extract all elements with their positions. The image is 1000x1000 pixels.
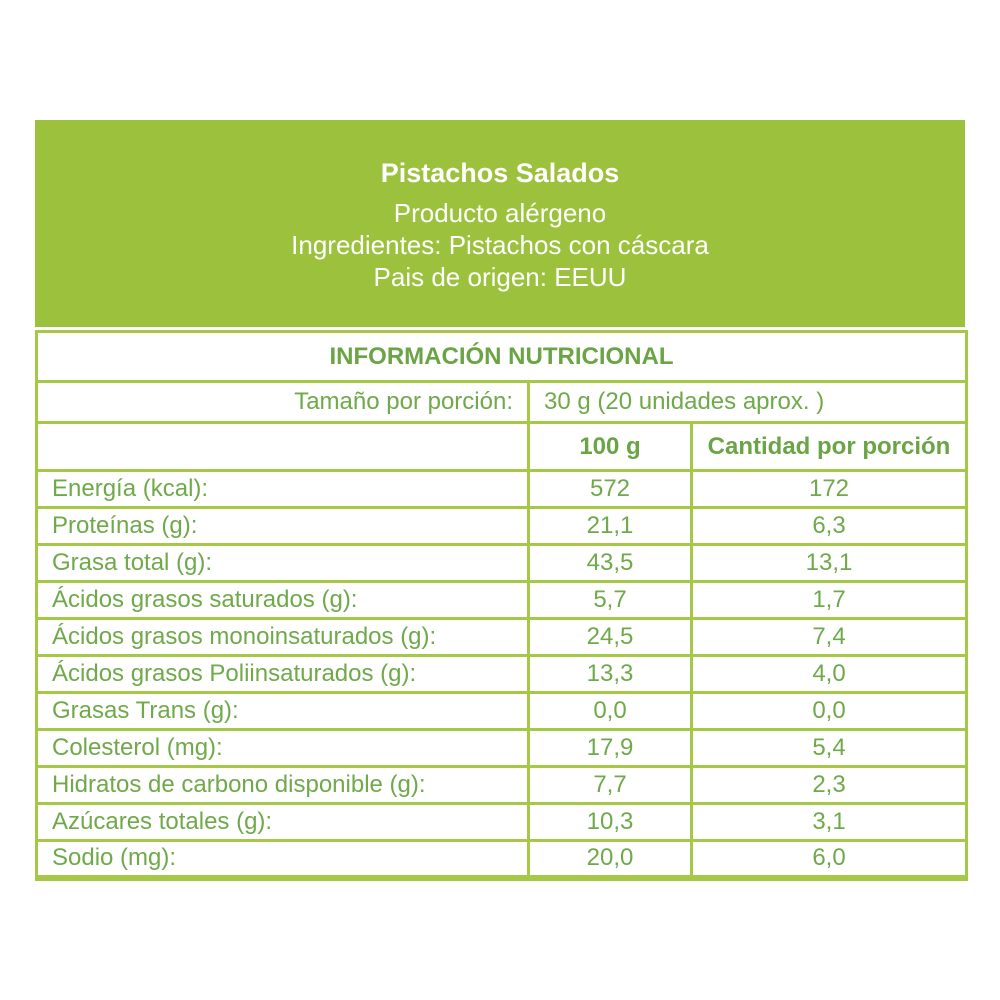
product-header xyxy=(35,120,965,327)
product-ingredients-line: Ingredientes: Pistachos con cáscara xyxy=(291,230,709,260)
row-portion: 4,0 xyxy=(692,656,967,693)
table-row-sodio xyxy=(37,841,967,878)
row-portion: 2,3 xyxy=(692,767,967,804)
row-per100: 20,0 xyxy=(529,841,692,878)
table-row-hidratos xyxy=(37,767,967,804)
table-row-poliinsaturados xyxy=(37,656,967,693)
row-per100: 21,1 xyxy=(529,508,692,545)
row-label: Ácidos grasos monoinsaturados (g): xyxy=(37,619,529,656)
row-label: Colesterol (mg): xyxy=(37,730,529,767)
row-per100: 572 xyxy=(529,471,692,508)
row-label: Ácidos grasos saturados (g): xyxy=(37,582,529,619)
row-label: Grasa total (g): xyxy=(37,545,529,582)
row-per100: 43,5 xyxy=(529,545,692,582)
row-portion: 7,4 xyxy=(692,619,967,656)
row-portion: 3,1 xyxy=(692,804,967,841)
row-per100: 10,3 xyxy=(529,804,692,841)
table-row-grasos-saturados xyxy=(37,582,967,619)
row-label: Azúcares totales (g): xyxy=(37,804,529,841)
table-title: INFORMACIÓN NUTRICIONAL xyxy=(37,332,967,382)
serving-size-row xyxy=(37,382,967,423)
row-per100: 7,7 xyxy=(529,767,692,804)
row-per100: 17,9 xyxy=(529,730,692,767)
column-header-portion: Cantidad por porción xyxy=(692,423,967,471)
row-label: Proteínas (g): xyxy=(37,508,529,545)
table-title-row xyxy=(37,332,967,382)
table-row-proteinas xyxy=(37,508,967,545)
row-portion: 6,0 xyxy=(692,841,967,878)
row-per100: 13,3 xyxy=(529,656,692,693)
column-header-blank xyxy=(37,423,529,471)
row-per100: 0,0 xyxy=(529,693,692,730)
product-origin-line: Pais de origen: EEUU xyxy=(373,262,627,292)
row-per100: 24,5 xyxy=(529,619,692,656)
table-row-colesterol xyxy=(37,730,967,767)
table-row-azucares xyxy=(37,804,967,841)
row-portion: 172 xyxy=(692,471,967,508)
row-portion: 13,1 xyxy=(692,545,967,582)
row-portion: 6,3 xyxy=(692,508,967,545)
nutrition-table xyxy=(35,330,968,881)
table-row-energia xyxy=(37,471,967,508)
table-row-grasas-trans xyxy=(37,693,967,730)
row-label: Hidratos de carbono disponible (g): xyxy=(37,767,529,804)
row-label: Sodio (mg): xyxy=(37,841,529,878)
row-portion: 0,0 xyxy=(692,693,967,730)
table-row-monoinsaturados xyxy=(37,619,967,656)
column-header-row xyxy=(37,423,967,471)
row-portion: 5,4 xyxy=(692,730,967,767)
row-label: Grasas Trans (g): xyxy=(37,693,529,730)
row-portion: 1,7 xyxy=(692,582,967,619)
column-header-per100: 100 g xyxy=(529,423,692,471)
row-label: Ácidos grasos Poliinsaturados (g): xyxy=(37,656,529,693)
table-row-grasa-total xyxy=(37,545,967,582)
product-title: Pistachos Salados xyxy=(380,158,620,188)
row-per100: 5,7 xyxy=(529,582,692,619)
product-allergen-line: Producto alérgeno xyxy=(393,198,607,228)
serving-size-value: 30 g (20 unidades aprox. ) xyxy=(529,382,967,423)
serving-size-label: Tamaño por porción: xyxy=(37,382,529,423)
row-label: Energía (kcal): xyxy=(37,471,529,508)
